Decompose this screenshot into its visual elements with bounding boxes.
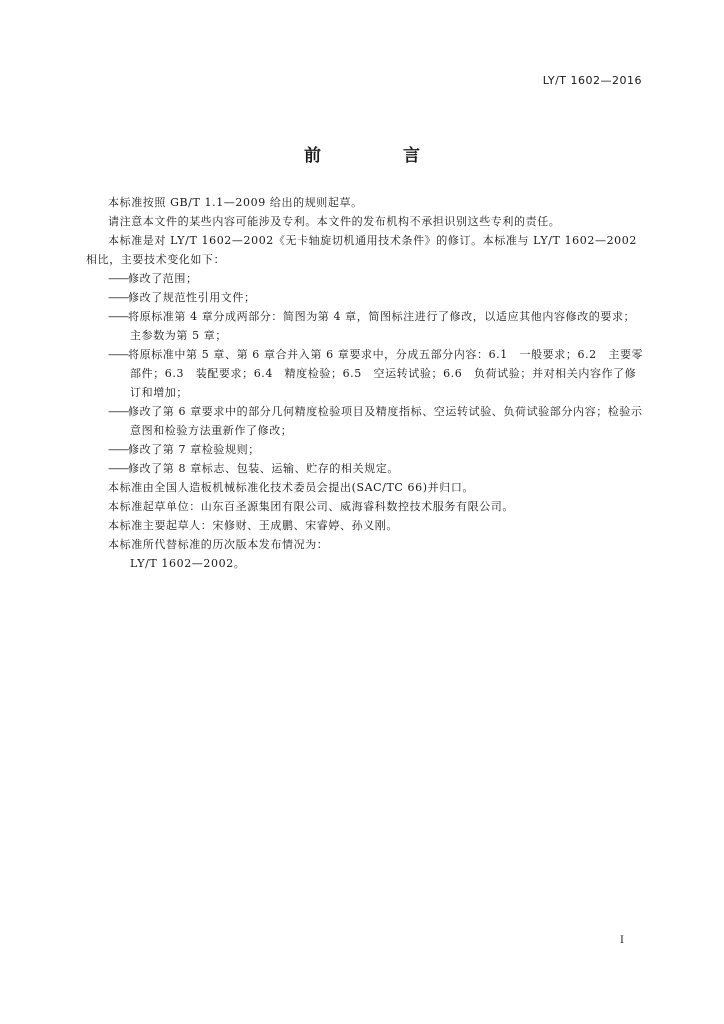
- paragraph-drafting-units: 本标准起草单位：山东百圣源集团有限公司、威海睿科数控技术服务有限公司。: [108, 500, 514, 513]
- change-item: ——修改了范围；: [108, 272, 198, 285]
- change-item: ——修改了第 8 章标志、包装、运输、贮存的相关规定。: [108, 462, 399, 475]
- standard-number: LY/T 1602—2016: [542, 74, 642, 87]
- foreword-body: [86, 193, 644, 573]
- paragraph-drafters: 本标准主要起草人：宋修财、王成鹏、宋睿婷、孙义刚。: [108, 519, 398, 532]
- paragraph-revision-summary: 本标准是对 LY/T 1602—2002《无卡轴旋切机通用技术条件》的修订。本标准与 LY/T 1602—2002 相比，主要技术变化如下：: [86, 234, 637, 266]
- paragraph-history-intro: 本标准所代替标准的历次版本发布情况为：: [108, 538, 329, 551]
- paragraph-drafting-rules: 本标准按照 GB/T 1.1—2009 给出的规则起草。: [108, 196, 363, 209]
- change-item: ——将原标准第 4 章分成两部分：简图为第 4 章，简图标注进行了修改，以适应其他内容修改的要求；主参数为第 5 章；: [108, 310, 636, 342]
- change-item: ——修改了第 7 章检验规则；: [108, 443, 260, 456]
- change-item: ——将原标准中第 5 章、第 6 章合并入第 6 章要求中，分成五部分内容：6.1 一般要求；6.2 主要零部件；6.3 装配要求；6.4 精度检验；6.5 空运转试验；6.6 负荷试验；并对相关内容作了修订和增加；: [108, 348, 644, 399]
- paragraph-patent-notice: 请注意本文件的某些内容可能涉及专利。本文件的发布机构不承担识别这些专利的责任。: [108, 215, 561, 228]
- paragraph-proposer: 本标准由全国人造板机械标准化技术委员会提出(SAC/TC 66)并归口。: [108, 481, 475, 494]
- page-number: I: [620, 935, 624, 946]
- change-item: ——修改了第 6 章要求中的部分几何精度检验项目及精度指标、空运转试验、负荷试验部分内容；检验示意图和检验方法重新作了修改；: [108, 405, 643, 437]
- change-item: ——修改了规范性引用文件；: [108, 291, 256, 304]
- page-title: 前 言: [304, 146, 458, 166]
- history-edition: LY/T 1602—2002。: [130, 557, 246, 570]
